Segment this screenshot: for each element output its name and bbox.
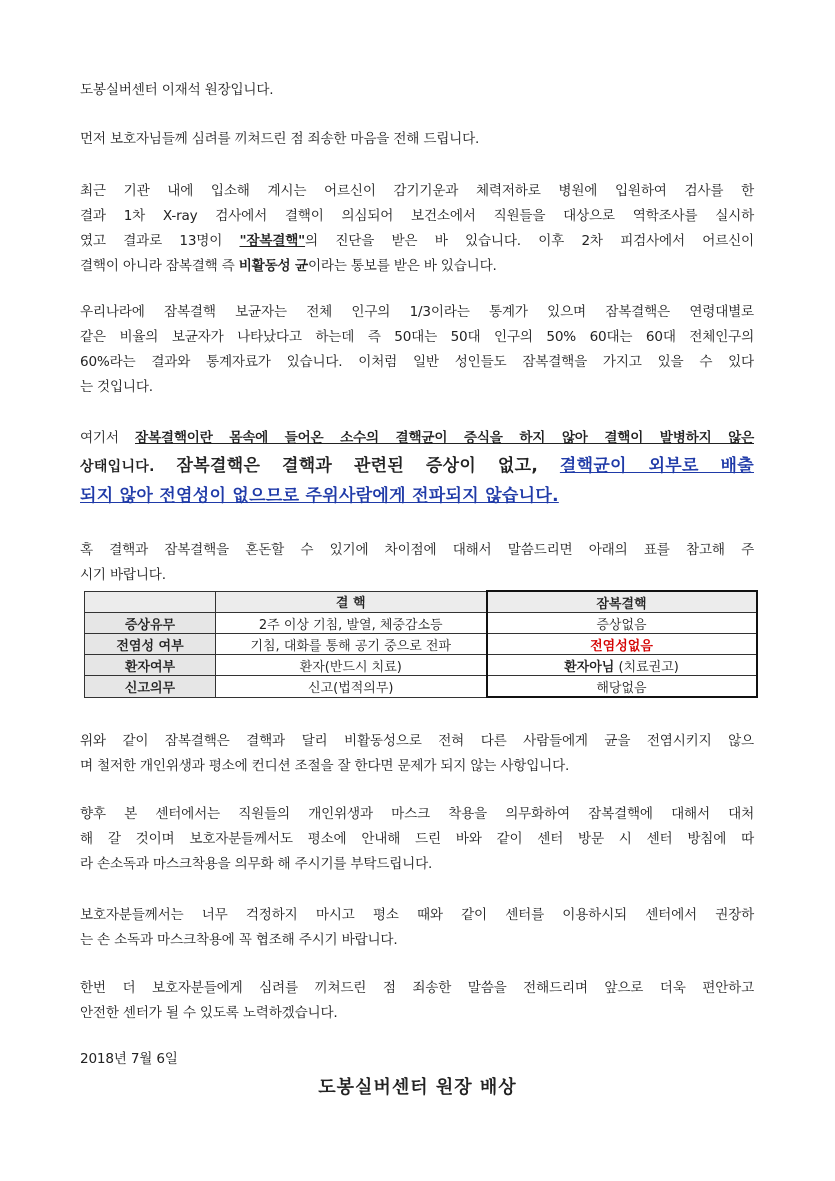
table-header-cell: 잠복결핵 (487, 591, 757, 613)
paragraph-incident-line-4 (80, 254, 497, 274)
greeting: 도봉실버센터 이재석 원장입니다. (80, 82, 274, 98)
paragraph-incident-line-1: 최근 기관 내에 입소해 계시는 어르신이 감기기운과 체력저하로 병원에 입원하여 검사를 한 (80, 183, 754, 199)
table-row (85, 634, 757, 655)
paragraph-incident-line-2: 결과 1차 X-ray 검사에서 결핵이 의심되어 보건소에서 직원들을 대상으로 역학조사를 실시하 (80, 208, 754, 224)
paragraph-table-intro-line-2: 시기 바랍니다. (80, 567, 166, 583)
paragraph-plan-line-2: 해 갈 것이며 보호자분들께서도 평소에 안내해 드린 바와 같이 센터 방문 시 센터 방침에 따 (80, 831, 754, 847)
paragraph-statistics-line-2: 같은 비율의 보균자가 나타났다고 하는데 즉 50대는 50대 인구의 50% 60대는 60대 전체인구의 (80, 329, 754, 345)
table-header-cell (85, 591, 216, 613)
paragraph-incident-line-3 (80, 229, 754, 249)
table-cell: 전염성없음 (487, 634, 757, 655)
table-row (85, 676, 757, 698)
table-row (85, 613, 757, 634)
paragraph-closing-line-1: 한번 더 보호자분들에게 심려를 끼쳐드린 점 죄송한 말씀을 전해드리며 앞으로 더욱 편안하고 (80, 980, 754, 996)
table-cell: 2주 이상 기침, 발열, 체중감소등 (216, 613, 487, 634)
paragraph-summary-line-1: 위와 같이 잠복결핵은 결핵과 달리 비활동성으로 전혀 다른 사람들에게 균을 전염시키지 않으 (80, 733, 754, 749)
table-row (85, 655, 757, 676)
paragraph-statistics-line-4: 는 것입니다. (80, 379, 153, 395)
table-header-row (85, 591, 757, 613)
paragraph-request-line-1: 보호자분들께서는 너무 걱정하지 마시고 평소 때와 같이 센터를 이용하시되 센터에서 권장하 (80, 907, 754, 923)
definition-emphasis: 상태입니다. (80, 459, 155, 475)
table-row-header: 신고의무 (85, 676, 216, 698)
table-cell: 기침, 대화를 통해 공기 중으로 전파 (216, 634, 487, 655)
definition-blue-emphasis: 되지 않아 전염성이 없으므로 주위사람에게 전파되지 않습니다. (80, 486, 559, 506)
incident-text: 였고 결과로 13명이 (80, 233, 240, 249)
definition-emphasis: 잠복결핵은 결핵과 관련된 증상이 없고, (154, 456, 560, 476)
paragraph-definition-line-1 (80, 426, 754, 446)
table-cell-note: (치료권고) (614, 659, 679, 675)
definition-text: 여기서 (80, 430, 136, 446)
table-cell: 증상없음 (487, 613, 757, 634)
paragraph-table-intro-line-1: 혹 결핵과 잠복결핵을 혼돈할 수 있기에 차이점에 대해서 말씀드리면 아래의 표를 참고해 주 (80, 542, 754, 558)
table-header-cell: 결 핵 (216, 591, 487, 613)
comparison-table (84, 590, 758, 698)
signature: 도봉실버센터 원장 배상 (318, 1077, 517, 1098)
table-cell: 환자(반드시 치료) (216, 655, 487, 676)
inactive-bacteria-term: 비활동성 균 (238, 258, 308, 274)
paragraph-summary-line-2: 며 철저한 개인위생과 평소에 컨디션 조절을 잘 한다면 문제가 되지 않는 사항입니다. (80, 758, 570, 774)
incident-text: 이라는 통보를 받은 바 있습니다. (307, 258, 497, 274)
paragraph-definition-line-3 (80, 481, 559, 506)
table-cell-emphasis: 환자아님 (564, 659, 615, 675)
table-cell: 해당없음 (487, 676, 757, 698)
paragraph-statistics-line-1: 우리나라에 잠복결핵 보균자는 전체 인구의 1/3이라는 통계가 있으며 잠복결핵은 연령대별로 (80, 304, 754, 320)
table-cell (487, 655, 757, 676)
paragraph-definition-line-2 (80, 451, 754, 476)
paragraph-request-line-2: 는 손 소독과 마스크착용에 꼭 협조해 주시기 바랍니다. (80, 932, 398, 948)
latent-tb-term: "잠복결핵" (239, 233, 306, 249)
table-row-header: 증상유무 (85, 613, 216, 634)
definition-emphasis: 잠복결핵이란 몸속에 들어온 소수의 결핵균이 증식을 하지 않아 결핵이 발병하지 않은 (135, 430, 754, 446)
paragraph-statistics-line-3: 60%라는 결과와 통계자료가 있습니다. 이처럼 일반 성인들도 잠복결핵을 가지고 있을 수 있다 (80, 354, 754, 370)
incident-text: 의 진단을 받은 바 있습니다. 이후 2차 피검사에서 어르신이 (305, 233, 754, 249)
definition-blue-emphasis: 결핵균이 외부로 배출 (559, 456, 754, 476)
table-row-header: 환자여부 (85, 655, 216, 676)
table-row-header: 전염성 여부 (85, 634, 216, 655)
table-cell: 신고(법적의무) (216, 676, 487, 698)
incident-text: 결핵이 아니라 잠복결핵 즉 (80, 258, 239, 274)
paragraph-plan-line-1: 향후 본 센터에서는 직원들의 개인위생과 마스크 착용을 의무화하여 잠복결핵에 대해서 대처 (80, 806, 754, 822)
paragraph-closing-line-2: 안전한 센터가 될 수 있도록 노력하겠습니다. (80, 1005, 338, 1021)
paragraph-plan-line-3: 라 손소독과 마스크착용을 의무화 해 주시기를 부탁드립니다. (80, 856, 433, 872)
letter-date: 2018년 7월 6일 (80, 1051, 178, 1067)
paragraph-apology: 먼저 보호자님들께 심려를 끼쳐드린 점 죄송한 마음을 전해 드립니다. (80, 131, 480, 147)
